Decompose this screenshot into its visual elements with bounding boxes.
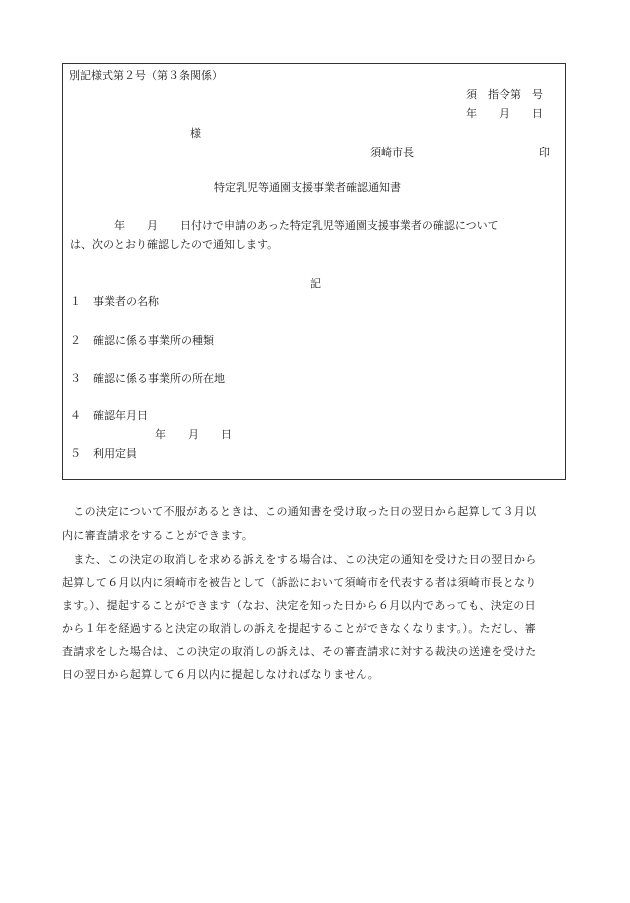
- item-number: ５: [70, 447, 81, 460]
- item-label-facility-address: 確認に係る事業所の所在地: [93, 372, 225, 385]
- item-label-facility-type: 確認に係る事業所の種類: [93, 334, 214, 347]
- item-label-capacity: 利用定員: [93, 447, 137, 460]
- item-number: ３: [70, 372, 81, 385]
- item-number: １: [70, 295, 81, 308]
- item-label-confirmation-date: 確認年月日: [93, 409, 148, 422]
- notice-line: 日の翌日から起算して６月以内に提起しなければなりません。: [62, 668, 380, 681]
- form-label: 別記様式第２号（第３条関係）: [69, 69, 223, 82]
- document-number: 須 指令第 号: [466, 88, 543, 101]
- item-number: ４: [70, 409, 81, 422]
- issue-date: 年 月 日: [466, 107, 543, 120]
- item-label-business-name: 事業者の名称: [93, 295, 159, 308]
- notice-line: また、この決定の取消しを求める訴えをする場合は、この決定の通知を受けた日の翌日から: [62, 553, 537, 566]
- seal-mark: 印: [539, 146, 550, 159]
- notice-line: 起算して６月以内に須崎市を被告として（訴訟において須崎市を代表する者は須崎市長となり: [62, 576, 537, 589]
- notice-line: 査請求をした場合は、この決定の取消しの訴えは、その審査請求に対する裁決の送達を受けた: [62, 645, 537, 658]
- body-line-1: 年 月 日付けで申請のあった特定乳児等通園支援事業者の確認について: [70, 219, 499, 232]
- notice-line: ます。）、提起することができます（なお、決定を知った日から６月以内であっても、決定の日: [62, 599, 536, 612]
- addressee-suffix: 様: [190, 127, 201, 140]
- ki-heading: 記: [310, 277, 321, 290]
- notice-line: 内に審査請求をすることができます。: [62, 529, 254, 542]
- confirmation-date-blank: 年 月 日: [155, 428, 232, 441]
- notice-line: から１年を経過すると決定の取消しの訴えを提起することができなくなります。）。ただし、審: [62, 622, 537, 635]
- body-line-2: は、次のとおり確認したので通知します。: [70, 238, 279, 251]
- item-number: ２: [70, 334, 81, 347]
- notice-line: この決定について不服があるときは、この通知書を受け取った日の翌日から起算して３月以: [62, 505, 537, 518]
- issuer-name: 須崎市長: [370, 146, 414, 159]
- document-title: 特定乳児等通園支援事業者確認通知書: [214, 181, 401, 194]
